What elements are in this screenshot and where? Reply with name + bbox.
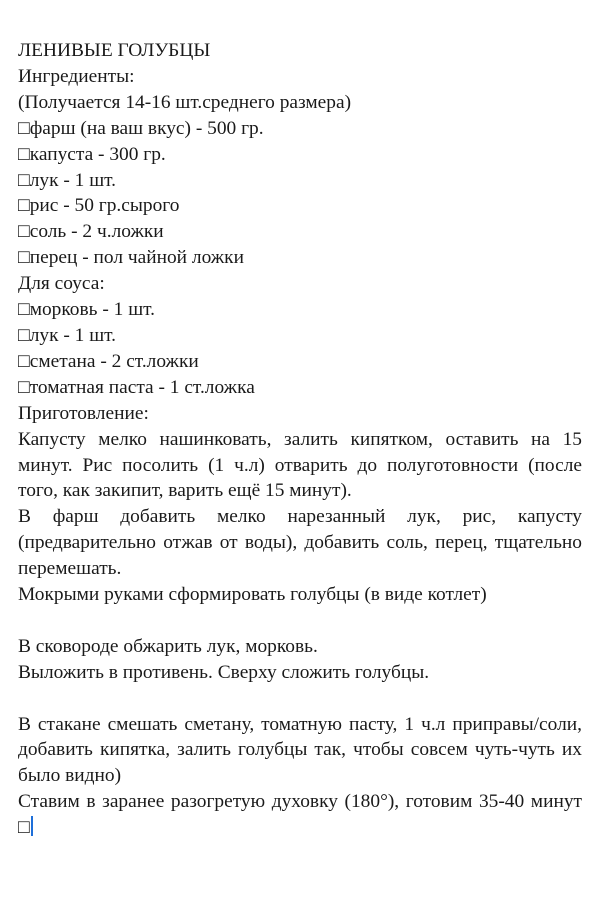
step-paragraph: Мокрыми руками сформировать голубцы (в виде котлет) [18,584,487,606]
ingredient-item: □соль - 2 ч.ложки [18,221,164,243]
ingredients-heading: Ингредиенты: [18,65,135,87]
step-paragraph: В стакане смешать сметану, томатную пасту, 1 ч.л приправы/соли, добавить кипятка, залить голубцы так, чтобы совсем чуть-чуть их было видно) [18,713,582,787]
final-step-text: Ставим в заранее разогретую духовку (180°), готовим 35-40 минут □ [18,791,582,839]
final-step-paragraph [18,789,582,841]
recipe-title: ЛЕНИВЫЕ ГОЛУБЦЫ [18,40,211,61]
yield-note: (Получается 14-16 шт.среднего размера) [18,91,352,113]
ingredient-item: □фарш (на ваш вкус) - 500 гр. [18,117,264,139]
step-paragraph: В фарш добавить мелко нарезанный лук, рис, капусту (предварительно отжав от воды), добавить соль, перец, тщательно перемешать. [18,506,582,580]
step-paragraph: В сковороде обжарить лук, морковь. [18,635,318,657]
sauce-ingredient-item: □лук - 1 шт. [18,324,116,346]
step-paragraph: Капусту мелко нашинковать, залить кипятком, оставить на 15 минут. Рис посолить (1 ч.л) отварить до полуготовности (после того, как закипит, варить ещё 15 минут). [18,428,582,502]
ingredient-item: □лук - 1 шт. [18,169,116,191]
empty-line [18,608,582,634]
sauce-ingredient-item: □томатная паста - 1 ст.ложка [18,376,255,398]
document-body[interactable] [18,38,582,841]
text-cursor [31,816,33,836]
preparation-heading: Приготовление: [18,402,149,424]
sauce-ingredient-item: □морковь - 1 шт. [18,299,155,321]
ingredient-item: □перец - пол чайной ложки [18,247,244,269]
step-paragraph: Выложить в противень. Сверху сложить голубцы. [18,661,430,683]
sauce-ingredient-item: □сметана - 2 ст.ложки [18,350,199,372]
ingredient-item: □капуста - 300 гр. [18,143,166,165]
ingredient-item: □рис - 50 гр.сырого [18,195,180,217]
empty-line [18,686,582,712]
sauce-heading: Для соуса: [18,273,105,295]
